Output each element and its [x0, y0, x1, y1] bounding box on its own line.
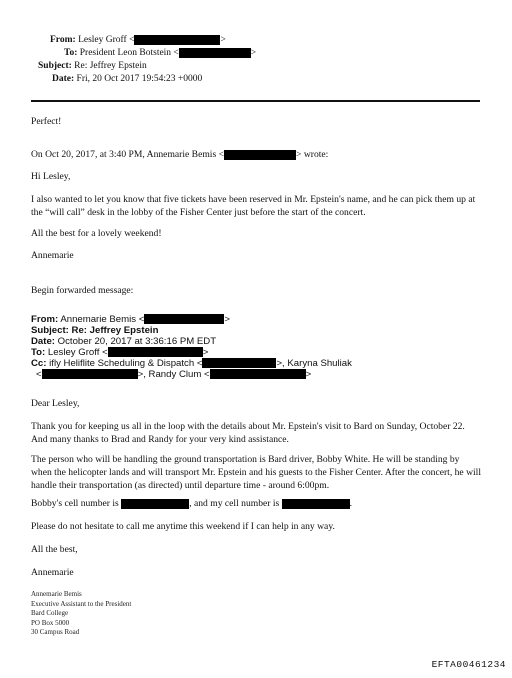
cell-text-2: , and my cell number is: [189, 498, 280, 509]
fwd-paragraph-1: Thank you for keeping us all in the loop with the details about Mr. Epstein's visit to Bard on Sunday, October 22. And many thanks to Brad and Randy for your very kind assistance.: [31, 421, 465, 445]
fwd-closing: All the best,: [31, 544, 78, 555]
subject-value: Re: Jeffrey Epstein: [74, 61, 147, 71]
redaction-box: [42, 369, 138, 379]
fwd-from-line: [31, 314, 230, 325]
fwd-paragraph-3: Please do not hesitate to call me anytime this weekend if I can help in any way.: [31, 521, 335, 532]
redaction-box: [210, 369, 306, 379]
forwarded-label: Begin forwarded message:: [31, 285, 134, 296]
fwd-name: Annemarie: [31, 567, 74, 578]
redaction-box: [108, 347, 203, 357]
bates-number: EFTA00461234: [431, 659, 506, 670]
fwd-greeting: Dear Lesley,: [31, 398, 80, 409]
fwd-cc-line-2: [36, 369, 311, 380]
fwd-cc-label: Cc:: [31, 358, 47, 369]
signature-address: 30 Campus Road: [31, 628, 80, 636]
redaction-box: [134, 35, 220, 45]
quote-signoff: Annemarie: [31, 250, 74, 261]
subject-line: [38, 61, 147, 71]
fwd-subject-value: Re: Jeffrey Epstein: [71, 325, 159, 336]
from-value: Lesley Groff <: [78, 35, 135, 46]
signature-pobox: PO Box 5000: [31, 618, 70, 627]
signature-org: Bard College: [31, 609, 69, 617]
redaction-box: [144, 314, 224, 324]
fwd-to-line: [31, 347, 208, 358]
quote-closing-line: All the best for a lovely weekend!: [31, 228, 162, 239]
fwd-cc-value-2: >, Karyna Shuliak: [276, 358, 352, 369]
date-line: [52, 74, 202, 84]
redaction-box: [282, 498, 353, 509]
date-value: Fri, 20 Oct 2017 19:54:23 +0000: [76, 74, 203, 84]
redaction-box: [179, 48, 251, 58]
to-line: [64, 48, 256, 58]
close-bracket: >: [224, 314, 230, 325]
fwd-date-value: October 20, 2017 at 3:36:16 PM EDT: [57, 336, 217, 347]
from-line: [50, 35, 226, 45]
redaction-box: [202, 358, 276, 368]
quote-intro-wrote: > wrote:: [296, 149, 329, 160]
signature-block: [31, 590, 131, 638]
fwd-cc-line: [31, 358, 352, 369]
signature-name: Annemarie Bemis: [31, 590, 82, 598]
from-label: From:: [50, 35, 76, 46]
signature-title: Executive Assistant to the President: [31, 599, 132, 608]
fwd-paragraph-2: The person who will be handling the ground transportation is Bard driver, Bobby White. He will be standing by when the helicopter lands and will transport Mr. Epstein and his guests to the Fisher Center. After the concert, he will handle their transportation (as directed) until departure time - around 6:00pm.: [31, 454, 482, 491]
redaction-box: [121, 499, 189, 509]
fwd-date-line: [31, 336, 216, 347]
reply-text: Perfect!: [31, 116, 62, 127]
to-value: President Leon Botstein <: [79, 48, 179, 59]
date-label: Date:: [52, 74, 75, 84]
close-bracket: >: [250, 48, 257, 59]
cell-text-3: .: [349, 498, 353, 509]
open-bracket: <: [36, 369, 42, 380]
fwd-from-label: From:: [31, 314, 59, 325]
subject-label: Subject:: [38, 61, 72, 71]
close-bracket: >: [220, 35, 226, 46]
fwd-cell-line: [31, 497, 352, 510]
quote-intro-text: On Oct 20, 2017, at 3:40 PM, Annemarie Bemis <: [31, 149, 225, 160]
fwd-cc-randy: >, Randy Clum <: [137, 369, 210, 380]
quote-paragraph: I also wanted to let you know that five tickets have been reserved in Mr. Epstein's name, and he can pick them up at the “will call” desk in the lobby of the Fisher Center just before the start of the concert.: [31, 194, 476, 218]
fwd-subject-label: Subject:: [31, 325, 69, 336]
redaction-box: [224, 150, 296, 160]
fwd-date-label: Date:: [31, 336, 55, 347]
close-bracket: >: [305, 369, 312, 380]
quote-greeting: Hi Lesley,: [31, 171, 71, 182]
cell-text-1: Bobby's cell number is: [31, 498, 119, 509]
to-label: To:: [64, 48, 78, 59]
header-divider: [31, 100, 480, 102]
quote-intro: [31, 148, 328, 161]
fwd-to-value: Lesley Groff <: [47, 347, 108, 358]
fwd-to-label: To:: [31, 347, 46, 358]
fwd-from-value: Annemarie Bemis <: [60, 314, 145, 325]
fwd-cc-value: ifly Heliflite Scheduling & Dispatch <: [49, 358, 203, 369]
close-bracket: >: [202, 347, 209, 358]
fwd-subject-line: [31, 325, 158, 336]
